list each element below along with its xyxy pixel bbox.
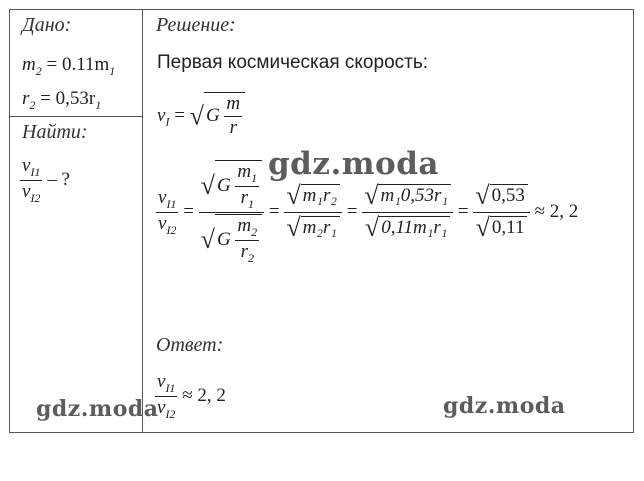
find-fraction: $\frac{v_{I1}}{v_{I2}}$ (22, 155, 41, 205)
ratio-derivation: $\frac{v_{I1}}{v_{I2}}$ = √ G $\frac{m_1}{r_1}$ √ G $\frac{m_2}{r_2}$ = $\frac{\text{√ m₁r₂}}{\text{√ m₂r₁}}$ = $\frac{\text{√ m₁0,53r₁}}{\text{√ 0,11m₁r₁}}$ = $\frac{√ 0,53}{√ 0,11}$ ≈ 2, 2 (158, 161, 579, 265)
ratio-step-1: √ G $\frac{m_1}{r_1}$ √ G $\frac{m_2}{r_2}$ (199, 160, 265, 265)
watermark: gdz.moda (36, 396, 159, 422)
answer-fraction: $\frac{v_{I1}}{v_{I2}}$ (157, 371, 176, 421)
ratio-lhs: $\frac{v_{I1}}{v_{I2}}$ (158, 186, 177, 237)
answer-colon: : (216, 334, 224, 356)
given-eq-2: $r_2 = 0,53r_1$ (22, 88, 102, 112)
solution-colon: : (229, 14, 236, 36)
row-divider (9, 116, 143, 117)
velocity-formula: $v_I$ = √ G $\frac{m}{r}$ (157, 92, 245, 139)
given-heading (22, 14, 71, 37)
solution-heading (156, 14, 236, 37)
answer-label: Ответ (156, 334, 217, 356)
given-label: Дано (22, 14, 65, 36)
column-divider (142, 9, 143, 433)
answer-heading (156, 334, 223, 357)
watermark: gdz.moda (268, 146, 439, 182)
solution-label: Решение (156, 14, 230, 36)
find-ratio (20, 156, 70, 205)
find-colon: : (80, 121, 88, 143)
answer-ratio (155, 372, 226, 421)
given-colon: : (64, 14, 72, 36)
ratio-step-4: $\frac{√ 0,53}{√ 0,11}$ (473, 182, 530, 242)
ratio-result: ≈ 2, 2 (534, 200, 579, 222)
find-label: Найти (22, 121, 81, 143)
answer-result: ≈ 2, 2 (182, 384, 226, 406)
ratio-step-2: $\frac{\text{√ m₁r₂}}{\text{√ m₂r₁}}$ (284, 182, 342, 242)
ratio-step-3: $\frac{\text{√ m₁0,53r₁}}{\text{√ 0,11m₁r₁}}$ (362, 182, 453, 242)
solution-intro: Первая космическая скорость: (157, 52, 429, 73)
find-heading (22, 121, 88, 144)
find-question: – ? (47, 168, 70, 190)
watermark: gdz.moda (443, 393, 566, 419)
given-eq-1: $m_2 = 0.11m_1$ (22, 54, 116, 78)
